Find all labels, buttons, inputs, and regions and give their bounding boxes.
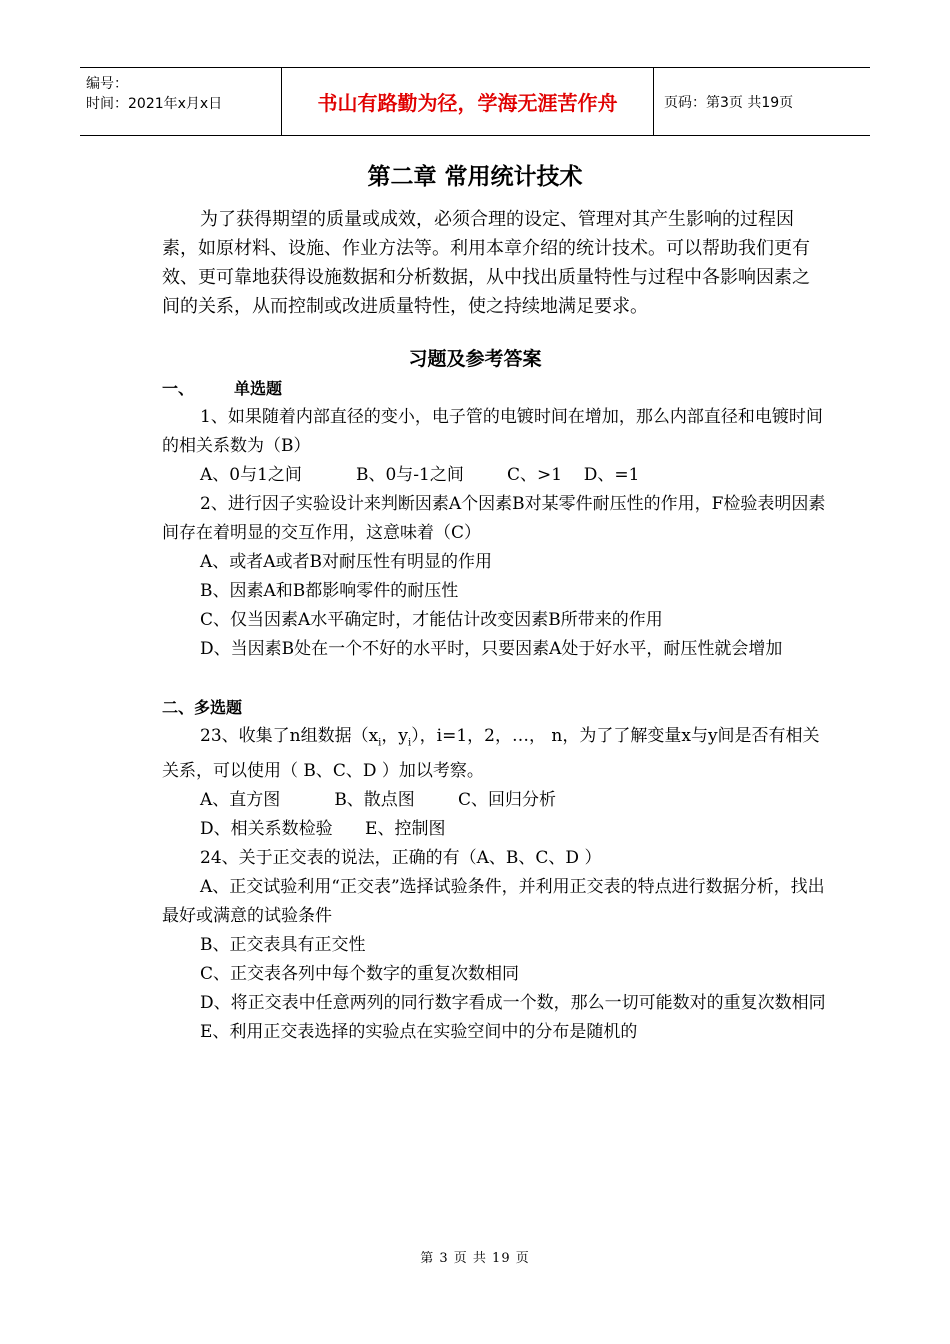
page-header [80, 67, 870, 136]
question-24-option-d: D、将正交表中任意两列的同行数字看成一个数，那么一切可能数对的重复次数相同 [200, 993, 826, 1014]
single-choice-title: 单选题 [234, 379, 283, 398]
question-2-option-c: C、仅当因素A水平确定时，才能估计改变因素B所带来的作用 [200, 610, 663, 630]
question-2-option-a: A、或者A或者B对耐压性有明显的作用 [200, 552, 493, 572]
question-24-option-e: E、利用正交表选择的实验点在实验空间中的分布是随机的 [200, 1022, 638, 1043]
question-1-options: A、0与1之间 B、0与-1之间 C、>1 D、=1 [200, 465, 640, 485]
question-23-options-2: D、相关系数检验 E、控制图 [200, 819, 446, 840]
question-24-option-a: A、正交试验利用“正交表”选择试验条件，并利用正交表的特点进行数据分析，找出最好或满意的试验条件 [162, 877, 825, 927]
question-1: 1、如果随着内部直径的变小，电子管的电镀时间在增加，那么内部直径和电镀时间的相关系数为（B） [162, 407, 823, 456]
intro-paragraph: 为了获得期望的质量或成效，必须合理的设定、管理对其产生影响的过程因素，如原材料、设施、作业方法等。利用本章介绍的统计技术。可以帮助我们更有效、更可靠地获得设施数据和分析数据，从中找出质量特性与过程中各影响因素之间的关系，从而控制或改进质量特性，使之持续地满足要求。 [162, 209, 810, 317]
question-2: 2、进行因子实验设计来判断因素A个因素B对某零件耐压性的作用，F检验表明因素间存在着明显的交互作用，这意味着（C） [162, 494, 826, 543]
single-choice-number: 一、 [162, 379, 195, 398]
chapter-title: 第二章 常用统计技术 [367, 164, 583, 190]
question-24-option-b: B、正交表具有正交性 [200, 935, 366, 956]
exercises-content [162, 374, 826, 1047]
question-23-options-1: A、直方图 B、散点图 C、回归分析 [200, 790, 557, 811]
question-2-option-d: D、当因素B处在一个不好的水平时，只要因素A处于好水平，耐压性就会增加 [200, 639, 783, 659]
question-23: 23、收集了n组数据（$x_i$，$y_i$），i=1，2，…， n，为了了解变量x与y间是否有相关关系，可以使用（ B、C、D ）加以考察。 [162, 726, 820, 782]
question-24: 24、关于正交表的说法，正确的有（A、B、C、D ） [200, 848, 602, 869]
code-label: 编号： [86, 76, 128, 92]
single-choice-heading [162, 374, 826, 403]
motto: 书山有路勤为径，学海无涯苦作舟 [282, 68, 654, 135]
question-24-option-c: C、正交表各列中每个数字的重复次数相同 [200, 964, 520, 985]
page-info: 页码：第3页 共19页 [664, 94, 794, 111]
exercises-title: 习题及参考答案 [408, 348, 542, 370]
header-left-cell [80, 68, 282, 135]
question-2-option-b: B、因素A和B都影响零件的耐压性 [200, 581, 459, 601]
date-label: 时间：2021年x月x日 [86, 96, 223, 112]
page-footer: 第 3 页 共 19 页 [420, 1251, 530, 1266]
multi-choice-heading: 二、多选题 [162, 698, 243, 717]
